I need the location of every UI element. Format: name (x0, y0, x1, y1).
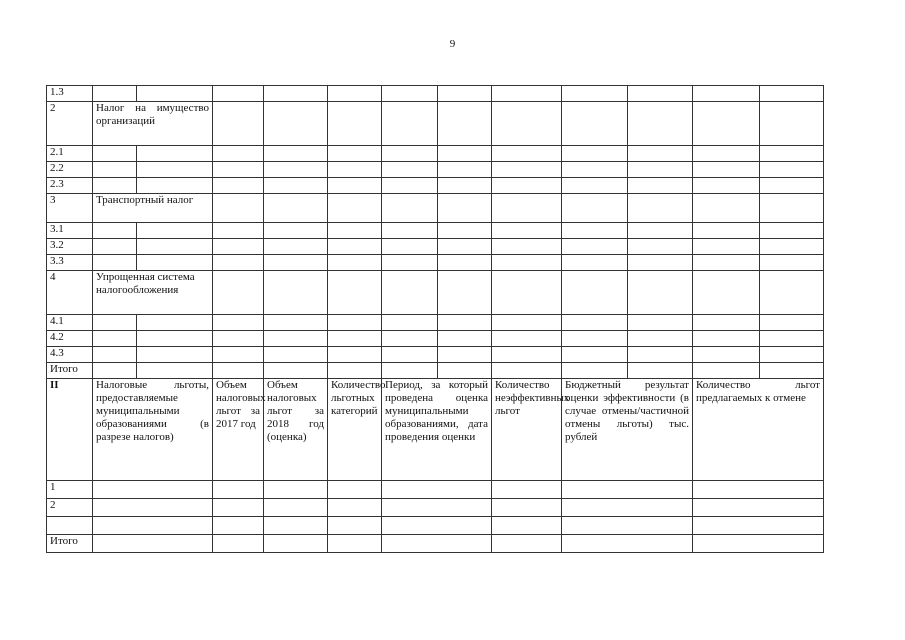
header-ineffective-count: Количество неэффективных льгот (492, 379, 562, 481)
table-row (47, 271, 824, 315)
table-row (47, 86, 824, 102)
table-row (47, 239, 824, 255)
table-row (47, 178, 824, 194)
table-row (47, 347, 824, 363)
table-row (47, 315, 824, 331)
section-header-row (47, 379, 824, 481)
table-row (47, 146, 824, 162)
row-number: 4.2 (47, 331, 93, 347)
table-row (47, 331, 824, 347)
table-row (47, 517, 824, 535)
row-label: Налог на имущество организаций (93, 102, 213, 146)
row-label: Упрощенная система налогообложения (93, 271, 213, 315)
row-number: 3 (47, 194, 93, 223)
header-cancel-count: Количество льгот предлагаемых к отмене (693, 379, 824, 481)
row-number: 3.3 (47, 255, 93, 271)
table-row (47, 223, 824, 239)
section-number: II (47, 379, 93, 481)
row-number: 1 (47, 481, 93, 499)
row-number: 2 (47, 102, 93, 146)
header-categories-count: Количество льготных категорий (328, 379, 382, 481)
table-row (47, 363, 824, 379)
header-benefits: Налоговые льготы, предоставляемые муниципальными образованиями (в разрезе налогов) (93, 379, 213, 481)
table-row (47, 535, 824, 553)
row-number: 3.1 (47, 223, 93, 239)
table-row (47, 499, 824, 517)
header-volume-2018: Объем налоговых льгот за 2018 год (оценка) (264, 379, 328, 481)
row-number: 3.2 (47, 239, 93, 255)
row-number: 1.3 (47, 86, 93, 102)
row-number (47, 517, 93, 535)
table-row (47, 255, 824, 271)
table-row (47, 102, 824, 146)
table-row (47, 194, 824, 223)
row-number: 4.1 (47, 315, 93, 331)
row-number: 4 (47, 271, 93, 315)
row-number: 2.1 (47, 146, 93, 162)
header-assessment-period: Период, за который проведена оценка муниципальными образованиями, дата проведения оценки (382, 379, 492, 481)
row-number: 4.3 (47, 347, 93, 363)
table-row (47, 162, 824, 178)
row-total-label: Итого (47, 363, 93, 379)
benefits-table (46, 85, 824, 553)
table-row (47, 481, 824, 499)
header-volume-2017: Объем налоговых льгот за 2017 год (213, 379, 264, 481)
row-number: 2 (47, 499, 93, 517)
header-budget-result: Бюджетный результат оценки эффективности (в случае отмены/частичной отмены льготы) тыс. рублей (562, 379, 693, 481)
row-number: 2.3 (47, 178, 93, 194)
row-number: 2.2 (47, 162, 93, 178)
row-label: Транспортный налог (93, 194, 213, 223)
page-number: 9 (449, 38, 456, 50)
row-total-label: Итого (47, 535, 93, 553)
